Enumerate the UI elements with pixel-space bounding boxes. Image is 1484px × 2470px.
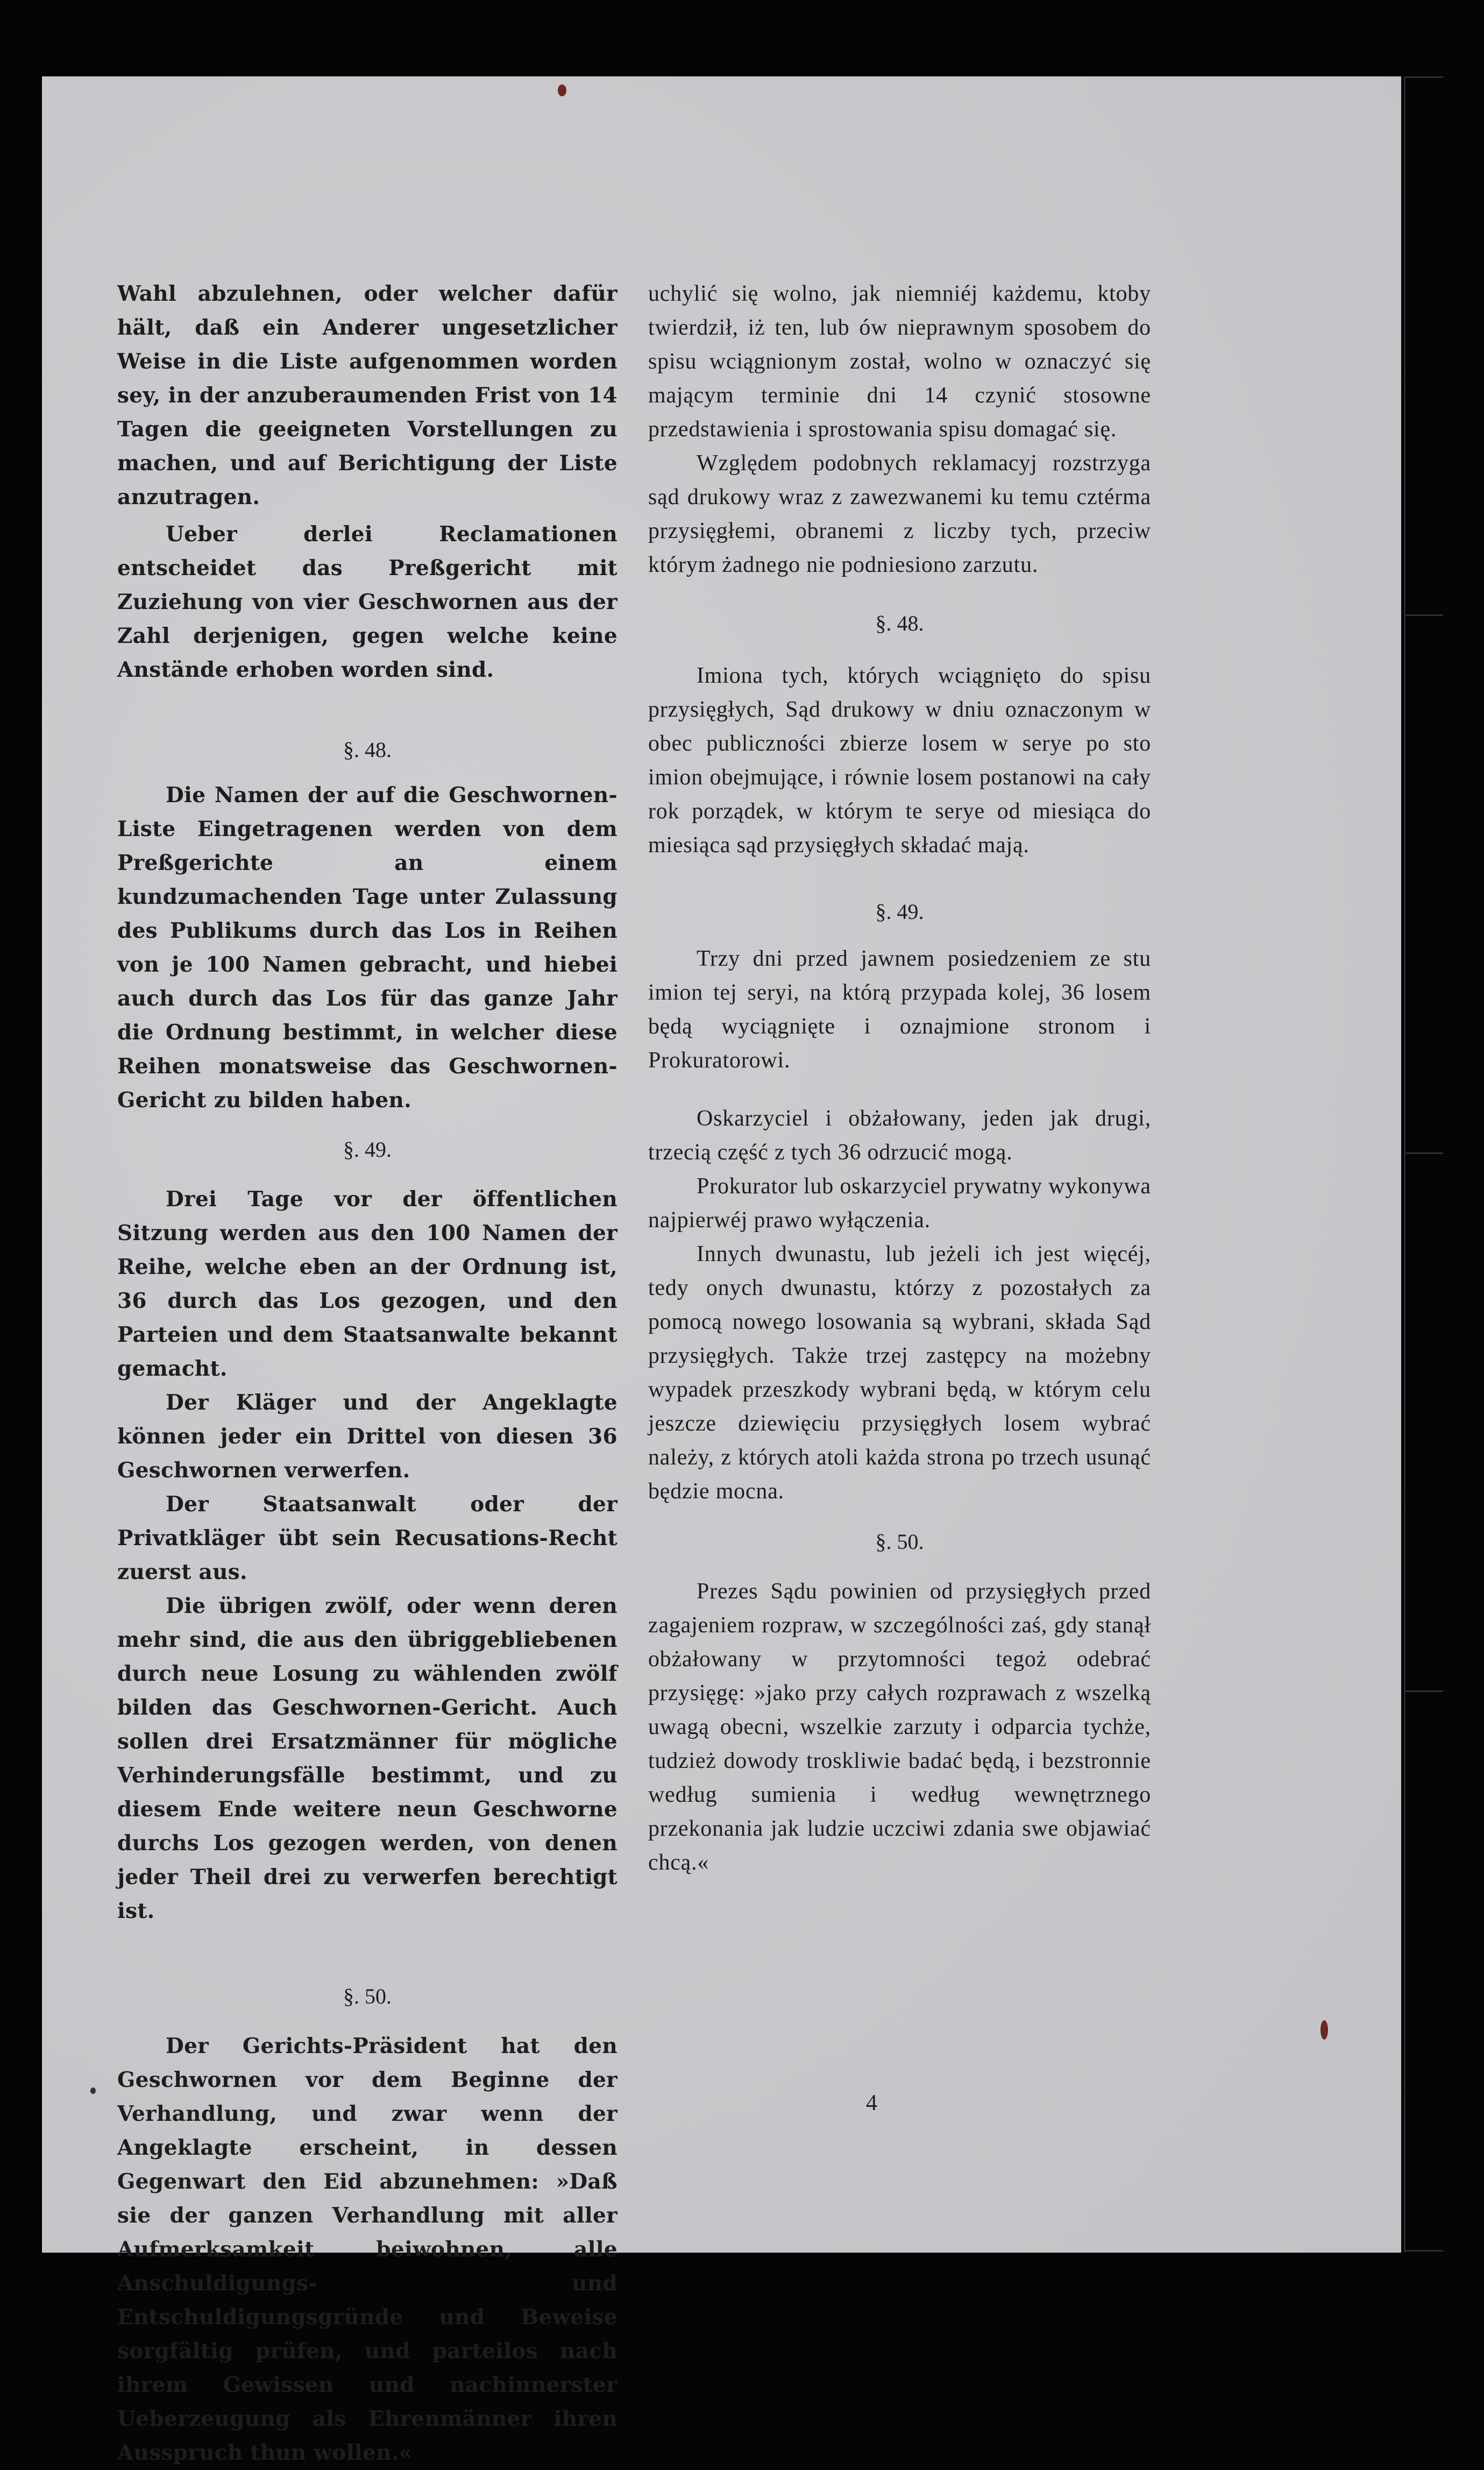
german-s49-para-4: Die übrigen zwölf, oder wenn deren mehr sind, die aus den übriggebliebenen durch neue Losung zu wählenden zwölf bilden das Geschwornen-Gericht. Auch sollen drei Ersatzmänner für mögliche Verhinderungsfälle bestimmt, und zu diesem Ende weitere neun Geschworne durchs Los gezogen werden, von denen jeder Theil drei zu verwerfen berechtigt ist. (117, 1594, 617, 1923)
polish-section-49-heading: §. 49. (875, 900, 924, 924)
polish-section-50-heading: §. 50. (875, 1530, 924, 1554)
german-s49-para-2: Der Kläger und der Angeklagte können jeder ein Drittel von diesen 36 Geschwornen verwerfen. (117, 1390, 617, 1483)
polish-s49-para-1: Trzy dni przed jawnem posiedzeniem ze stu imion tej seryi, na którą przypada kolej, 36 losem będą wyciągnięte i oznajmione stronom i Prokuratorowi. (648, 946, 1151, 1073)
polish-s49-para-3: Prokurator lub oskarzyciel prywatny wykonywa najpierwéj prawo wyłączenia. (648, 1174, 1151, 1233)
polish-intro-para-2: Względem podobnych reklamacyj rozstrzyga sąd drukowy wraz z zawezwanemi ku temu cztérma przysięgłemi, obranemi z liczby tych, przeciw którym żadnego nie podniesiono zarzutu. (648, 451, 1151, 577)
polish-section-48-heading: §. 48. (875, 611, 924, 635)
ink-speck (90, 2087, 96, 2094)
german-section-48-heading: §. 48. (343, 738, 392, 762)
german-intro-para-1: Wahl abzulehnen, oder welcher dafür hält, daß ein Anderer ungesetzlicher Weise in die Liste aufgenommen worden sey, in der anzuberaumenden Frist von 14 Tagen die geeigneten Vorstellungen zu machen, und auf Berichtigung der Liste anzutragen. (117, 281, 617, 509)
polish-s48-para-1: Imiona tych, których wciągnięto do spisu przysięgłych, Sąd drukowy w dniu oznaczonym w obec publiczności zbierze losem w serye po sto imion obejmujące, i równie losem postanowi na cały rok porządek, w którym te serye od miesiąca do miesiąca sąd przysięgłych składać mają. (648, 663, 1151, 858)
german-s50-para-1: Der Gerichts-Präsident hat den Geschwornen vor dem Beginne der Verhandlung, und zwar wenn der Angeklagte erscheint, in dessen Gegenwart den Eid abzunehmen: »Daß sie der ganzen Verhandlung mit aller Aufmerksamkeit beiwohnen, alle Anschuldigungs- und Entschuldigungsgründe und Beweise sorgfältig prüfen, und parteilos nach ihrem Gewissen und nachinnerster Ueberzeugung als Ehrenmänner ihren Ausspruch thun wollen.« (117, 2034, 617, 2465)
german-s49-para-3: Der Staatsanwalt oder der Privatkläger übt sein Recusations-Recht zuerst aus. (117, 1492, 617, 1584)
german-intro-para-2: Ueber derlei Reclamationen entscheidet das Preßgericht mit Zuziehung von vier Geschwornen aus der Zahl derjenigen, gegen welche keine Anstände erhoben worden sind. (117, 522, 617, 682)
german-s48-para-1: Die Namen der auf die Geschwornen-Liste Eingetragenen werden von dem Preßgerichte an einem kundzumachenden Tage unter Zulassung des Publikums durch das Los in Reihen von je 100 Namen gebracht, und hiebei auch durch das Los für das ganze Jahr die Ordnung bestimmt, in welcher diese Reihen monatsweise das Geschwornen-Gericht zu bilden haben. (117, 783, 617, 1113)
polish-intro-para-1: uchylić się wolno, jak niemniéj każdemu, ktoby twierdził, iż ten, lub ów nieprawnym sposobem do spisu wciągnionym został, wolno w oznaczyć się mającym terminie dni 14 czynić stosowne przedstawienia i sprostowania spisu domagać się. (648, 281, 1151, 442)
german-section-50-heading: §. 50. (343, 1984, 392, 2008)
polish-s49-para-4: Innych dwunastu, lub jeżeli ich jest więcéj, tedy onych dwunastu, którzy z pozostałych za pomocą nowego losowania są wybrani, składa Sąd przysięgłych. Także trzej zastępcy na możebny wypadek przeszkody wybrani będą, w którym celu jeszcze dziewięciu przysięgłych losem wybrać należy, z których atoli każda strona po trzech usunąć będzie mocna. (648, 1242, 1151, 1504)
polish-column (648, 277, 1151, 1880)
polish-s49-para-2: Oskarzyciel i obżałowany, jeden jak drugi, trzecią część z tych 36 odrzucić mogą. (648, 1106, 1151, 1165)
ink-speck (558, 84, 566, 96)
ink-speck (1320, 2020, 1328, 2040)
german-section-49-heading: §. 49. (343, 1137, 392, 1162)
edge-ruler (1404, 76, 1454, 2253)
german-column (117, 277, 617, 2470)
polish-s50-para-1: Prezes Sądu powinien od przysięgłych przed zagajeniem rozpraw, w szczególności zaś, gdy stanął obżałowany w przytomności tegoż odebrać przysięgę: »jako przy całych rozprawach z wszelką uwagą obecni, wszelkie zarzuty i odparcia tychże, tudzież dowody troskliwie badać będą, i bezstronnie według sumienia i według wewnętrznego przekonania jak ludzie uczciwi zdania swe objawiać chcą.« (648, 1579, 1151, 1875)
german-s49-para-1: Drei Tage vor der öffentlichen Sitzung werden aus den 100 Namen der Reihe, welche eben an der Ordnung ist, 36 durch das Los gezogen, und den Parteien und dem Staatsanwalte bekannt gemacht. (117, 1187, 617, 1381)
page-number: 4 (866, 2091, 877, 2115)
